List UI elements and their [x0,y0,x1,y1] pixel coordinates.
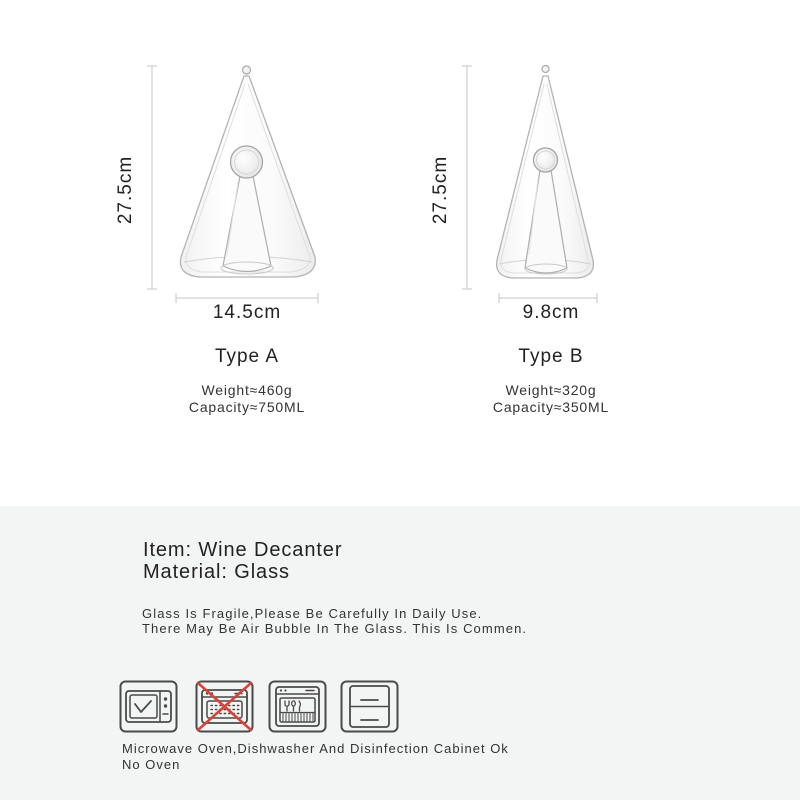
oven-icon-graphic [195,680,254,733]
item-material: Material: Glass [143,561,290,583]
care-note: There May Be Air Bubble In The Glass. This Is Commen. [142,621,528,636]
microwave-icon-graphic [119,680,178,733]
care-instructions: Microwave Oven,Dishwasher And Disinfection Cabinet Ok [122,741,509,756]
dishwasher-icon [268,680,327,733]
knife-icon [299,701,300,711]
product-column-type-a [137,0,357,506]
dish-rack [283,713,313,722]
care-icons-row [0,680,800,736]
microwave-knob [164,697,167,700]
item-name: Item: Wine Decanter [143,539,343,561]
icon-frame [121,682,177,732]
dishwasher-icon-graphic [268,680,327,733]
width-label: 14.5cm [212,302,282,323]
microwave-icon [119,680,178,733]
oven-icon [195,680,254,733]
height-label-type-b: 27.5cm [430,155,451,225]
dishwasher-knob [284,689,286,691]
fork-icon [285,701,289,711]
product-column-type-b [441,0,661,506]
icon-frame [270,682,326,732]
product-capacity: Capacity≈750ML [188,399,306,415]
spoon-icon [292,701,296,706]
disinfection-cabinet-icon-graphic [340,680,399,733]
product-capacity: Capacity≈350ML [492,399,610,415]
product-weight: Weight≈460g [201,382,293,398]
width-label: 9.8cm [522,302,580,323]
care-warning: No Oven [122,757,181,772]
product-type-name: Type B [518,346,584,367]
product-type-name: Type A [214,346,280,367]
dishwasher-knob [280,689,282,691]
product-details-section [0,506,800,800]
microwave-window [130,695,157,718]
product-weight: Weight≈320g [505,382,597,398]
microwave-plate-mark [135,701,151,712]
care-note: Glass Is Fragile,Please Be Carefully In Daily Use. [142,606,483,621]
microwave-knob [164,704,167,707]
height-label-type-a: 27.5cm [115,155,136,225]
disinfection-cabinet-icon [340,680,399,733]
